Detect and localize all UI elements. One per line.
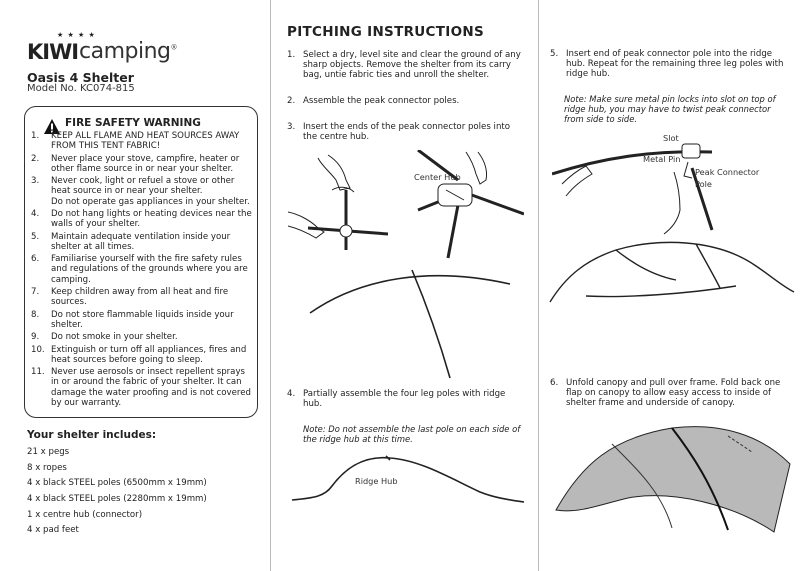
logo-kiwi: KIWI <box>27 40 79 64</box>
note-step-4: Note: Do not assemble the last pole on each side of the ridge hub at this time. <box>303 424 521 445</box>
warning-list <box>29 131 255 410</box>
product-title: Oasis 4 Shelter <box>27 70 134 85</box>
instructions-heading: PITCHING INSTRUCTIONS <box>287 24 484 40</box>
step-3: 3. Insert the ends of the peak connector poles into the centre hub. <box>287 122 511 143</box>
warning-item: 10. Extinguish or turn off all appliances, fires and heat sources before going to sleep. <box>31 344 247 365</box>
warning-item: 6. Familiarise yourself with the fire safety rules and regulations of the grounds where you are camping. <box>31 254 248 285</box>
includes-item: 4 x pad feet <box>27 525 79 536</box>
label-slot: Slot <box>663 133 679 143</box>
warning-heading: FIRE SAFETY WARNING <box>65 117 201 129</box>
logo-stars: ★ ★ ★ ★ <box>57 31 96 39</box>
label-center-hub: Center Hub <box>414 172 461 182</box>
label-metal-pin: Metal Pin <box>643 154 681 164</box>
label-peak-connector: Peak Connector <box>695 167 760 177</box>
warning-item: 1. KEEP ALL FLAME AND HEAT SOURCES AWAY FROM THIS TENT FABRIC! <box>31 131 240 152</box>
warning-item: 9. Do not smoke in your shelter. <box>31 332 178 343</box>
fire-safety-warning-box <box>24 106 258 418</box>
warning-item: 2. Never place your stove, campfire, heater or other flame source in or near your shelter. <box>31 153 240 174</box>
label-ridge-hub: Ridge Hub <box>355 476 398 486</box>
note-step-5: Note: Make sure metal pin locks into slot on top of ridge hub, you may have to twist peak connector from side to side. <box>564 94 776 125</box>
includes-item: 8 x ropes <box>27 462 67 473</box>
warning-item: 4. Do not hang lights or heating devices near the walls of your shelter. <box>31 208 252 230</box>
step-4: 4. Partially assemble the four leg poles with ridge hub. <box>287 389 506 410</box>
warning-item: 8. Do not store flammable liquids inside your shelter. <box>31 309 234 330</box>
product-model: Model No. KC074-815 <box>27 83 135 94</box>
logo-camping: camping® <box>79 39 177 64</box>
warning-item: 3. Never cook, light or refuel a stove or other heat source in or near your shelter. Do not operate gas appliances in your shelter. <box>31 176 250 207</box>
canopy-illustration <box>552 424 796 538</box>
step-5: 5. Insert end of peak connector pole into the ridge hub. Repeat for the remaining three leg poles with ridge hub. <box>550 49 784 80</box>
warning-item: 7. Keep children away from all heat and fire sources. <box>31 286 229 308</box>
includes-heading: Your shelter includes: <box>27 429 157 441</box>
label-pole: Pole <box>695 179 712 189</box>
step-6: 6. Unfold canopy and pull over frame. Fold back one flap on canopy to allow easy access to inside of shelter frame and underside of canopy. <box>550 378 781 409</box>
frame-dome-illustration <box>546 236 796 306</box>
includes-list <box>27 447 207 541</box>
peak-connector-frame-illustration <box>300 268 520 380</box>
includes-item: 21 x pegs <box>27 447 70 457</box>
includes-item: 4 x black STEEL poles (6500mm x 19mm) <box>27 478 207 489</box>
warning-item: 11. Never use aerosols or insect repellent sprays in or around the fabric of your shelter. It can damage the water proofing and is not covered by our warranty. <box>31 367 251 408</box>
centre-hub-illustration <box>288 150 524 260</box>
slot-metal-pin-illustration <box>552 136 792 236</box>
step-2: 2. Assemble the peak connector poles. <box>287 96 460 106</box>
ridge-hub-illustration <box>290 448 526 518</box>
warning-item: 5. Maintain adequate ventilation inside your shelter at all times. <box>31 231 231 252</box>
step-1: 1. Select a dry, level site and clear the ground of any sharp objects. Remove the shelter from its carry bag, untie fabric ties and unroll the shelter. <box>287 50 521 81</box>
includes-item: 4 x black STEEL poles (2280mm x 19mm) <box>27 494 207 505</box>
includes-item: 1 x centre hub (connector) <box>27 509 143 520</box>
brand-logo <box>27 31 187 66</box>
